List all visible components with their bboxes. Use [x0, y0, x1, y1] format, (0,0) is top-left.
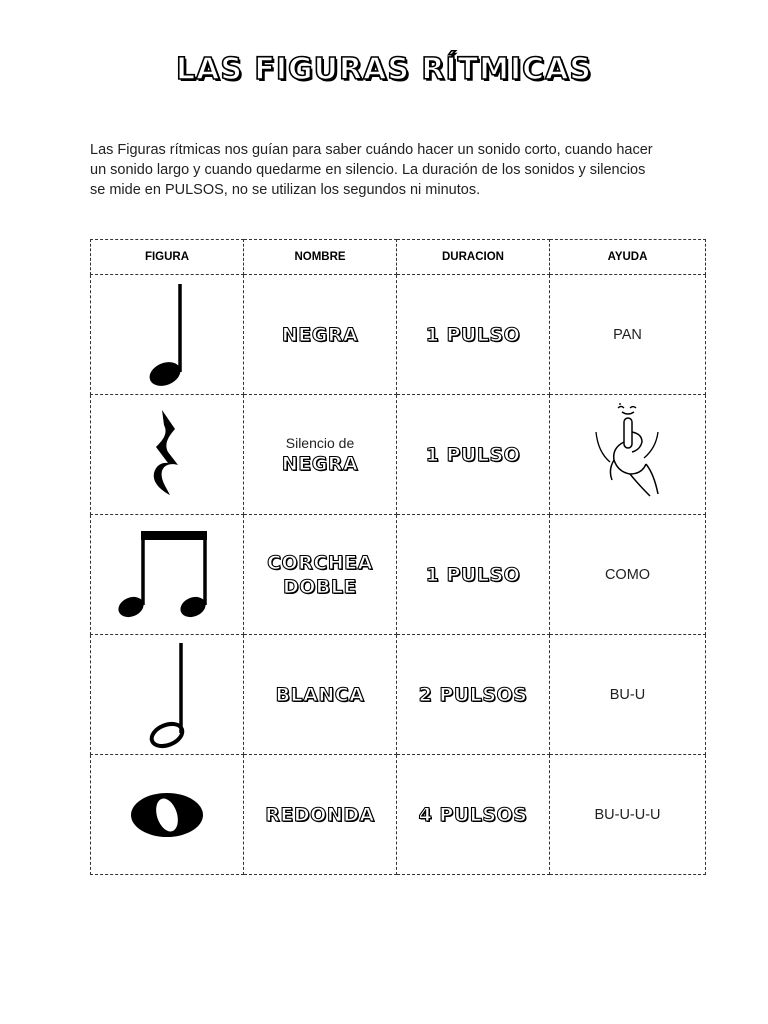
- rhythm-figures-table: [90, 239, 706, 875]
- name-cell: [244, 515, 397, 635]
- table-row: [91, 395, 706, 515]
- name-cell: [244, 635, 397, 755]
- figure-duration: 1 PULSO: [425, 323, 521, 346]
- figure-name: BLANCA: [275, 683, 365, 706]
- help-cell: [550, 515, 706, 635]
- shush-gesture-icon: [588, 402, 668, 502]
- header-duracion: DURACION: [397, 240, 550, 275]
- figure-name-prefix: Silencio de: [285, 434, 355, 451]
- figure-name-line1: CORCHEA: [267, 551, 373, 574]
- table-row: [91, 275, 706, 395]
- intro-line: Las Figuras rítmicas nos guían para saber cuándo hacer un sonido corto, cuando hacer: [90, 142, 653, 158]
- figure-name-line2: DOBLE: [283, 575, 357, 598]
- header-figura: FIGURA: [91, 240, 244, 275]
- figure-name: NEGRA: [281, 323, 359, 346]
- figure-duration: 2 PULSOS: [418, 683, 528, 706]
- help-cell: [550, 755, 706, 875]
- duration-cell: [397, 515, 550, 635]
- header-nombre: NOMBRE: [244, 240, 397, 275]
- page-title: LAS FIGURAS RÍTMICAS: [176, 52, 592, 87]
- intro-paragraph: [90, 140, 690, 200]
- intro-line: un sonido largo y cuando quedarme en silencio. La duración de los sonidos y silencios: [90, 162, 646, 178]
- help-cell: [550, 635, 706, 755]
- table-row: [91, 755, 706, 875]
- double-eighth-notes-icon: [117, 525, 217, 625]
- figure-duration: 1 PULSO: [425, 443, 521, 466]
- quarter-rest-icon: [142, 407, 192, 502]
- figure-name: NEGRA: [281, 452, 359, 475]
- whole-note-icon: [127, 788, 207, 842]
- duration-cell: [397, 755, 550, 875]
- help-text: BU-U-U-U: [594, 806, 661, 823]
- duration-cell: [397, 635, 550, 755]
- figure-name: REDONDA: [265, 803, 375, 826]
- name-cell: [244, 395, 397, 515]
- figure-duration: 1 PULSO: [425, 563, 521, 586]
- name-cell: [244, 275, 397, 395]
- quarter-note-icon: [137, 280, 197, 390]
- table-row: [91, 635, 706, 755]
- figure-cell: [91, 395, 244, 515]
- figure-duration: 4 PULSOS: [418, 803, 528, 826]
- header-ayuda: AYUDA: [550, 240, 706, 275]
- help-text: PAN: [613, 326, 642, 343]
- duration-cell: [397, 275, 550, 395]
- help-text: COMO: [604, 566, 651, 583]
- table-header-row: [91, 240, 706, 275]
- figure-cell: [91, 635, 244, 755]
- help-cell: [550, 275, 706, 395]
- figure-cell: [91, 755, 244, 875]
- figure-cell: [91, 515, 244, 635]
- help-text: BU-U: [609, 686, 646, 703]
- help-cell: [550, 395, 706, 515]
- table-row: [91, 515, 706, 635]
- intro-line: se mide en PULSOS, no se utilizan los segundos ni minutos.: [90, 182, 481, 198]
- duration-cell: [397, 395, 550, 515]
- half-note-icon: [137, 639, 197, 751]
- figure-cell: [91, 275, 244, 395]
- name-cell: [244, 755, 397, 875]
